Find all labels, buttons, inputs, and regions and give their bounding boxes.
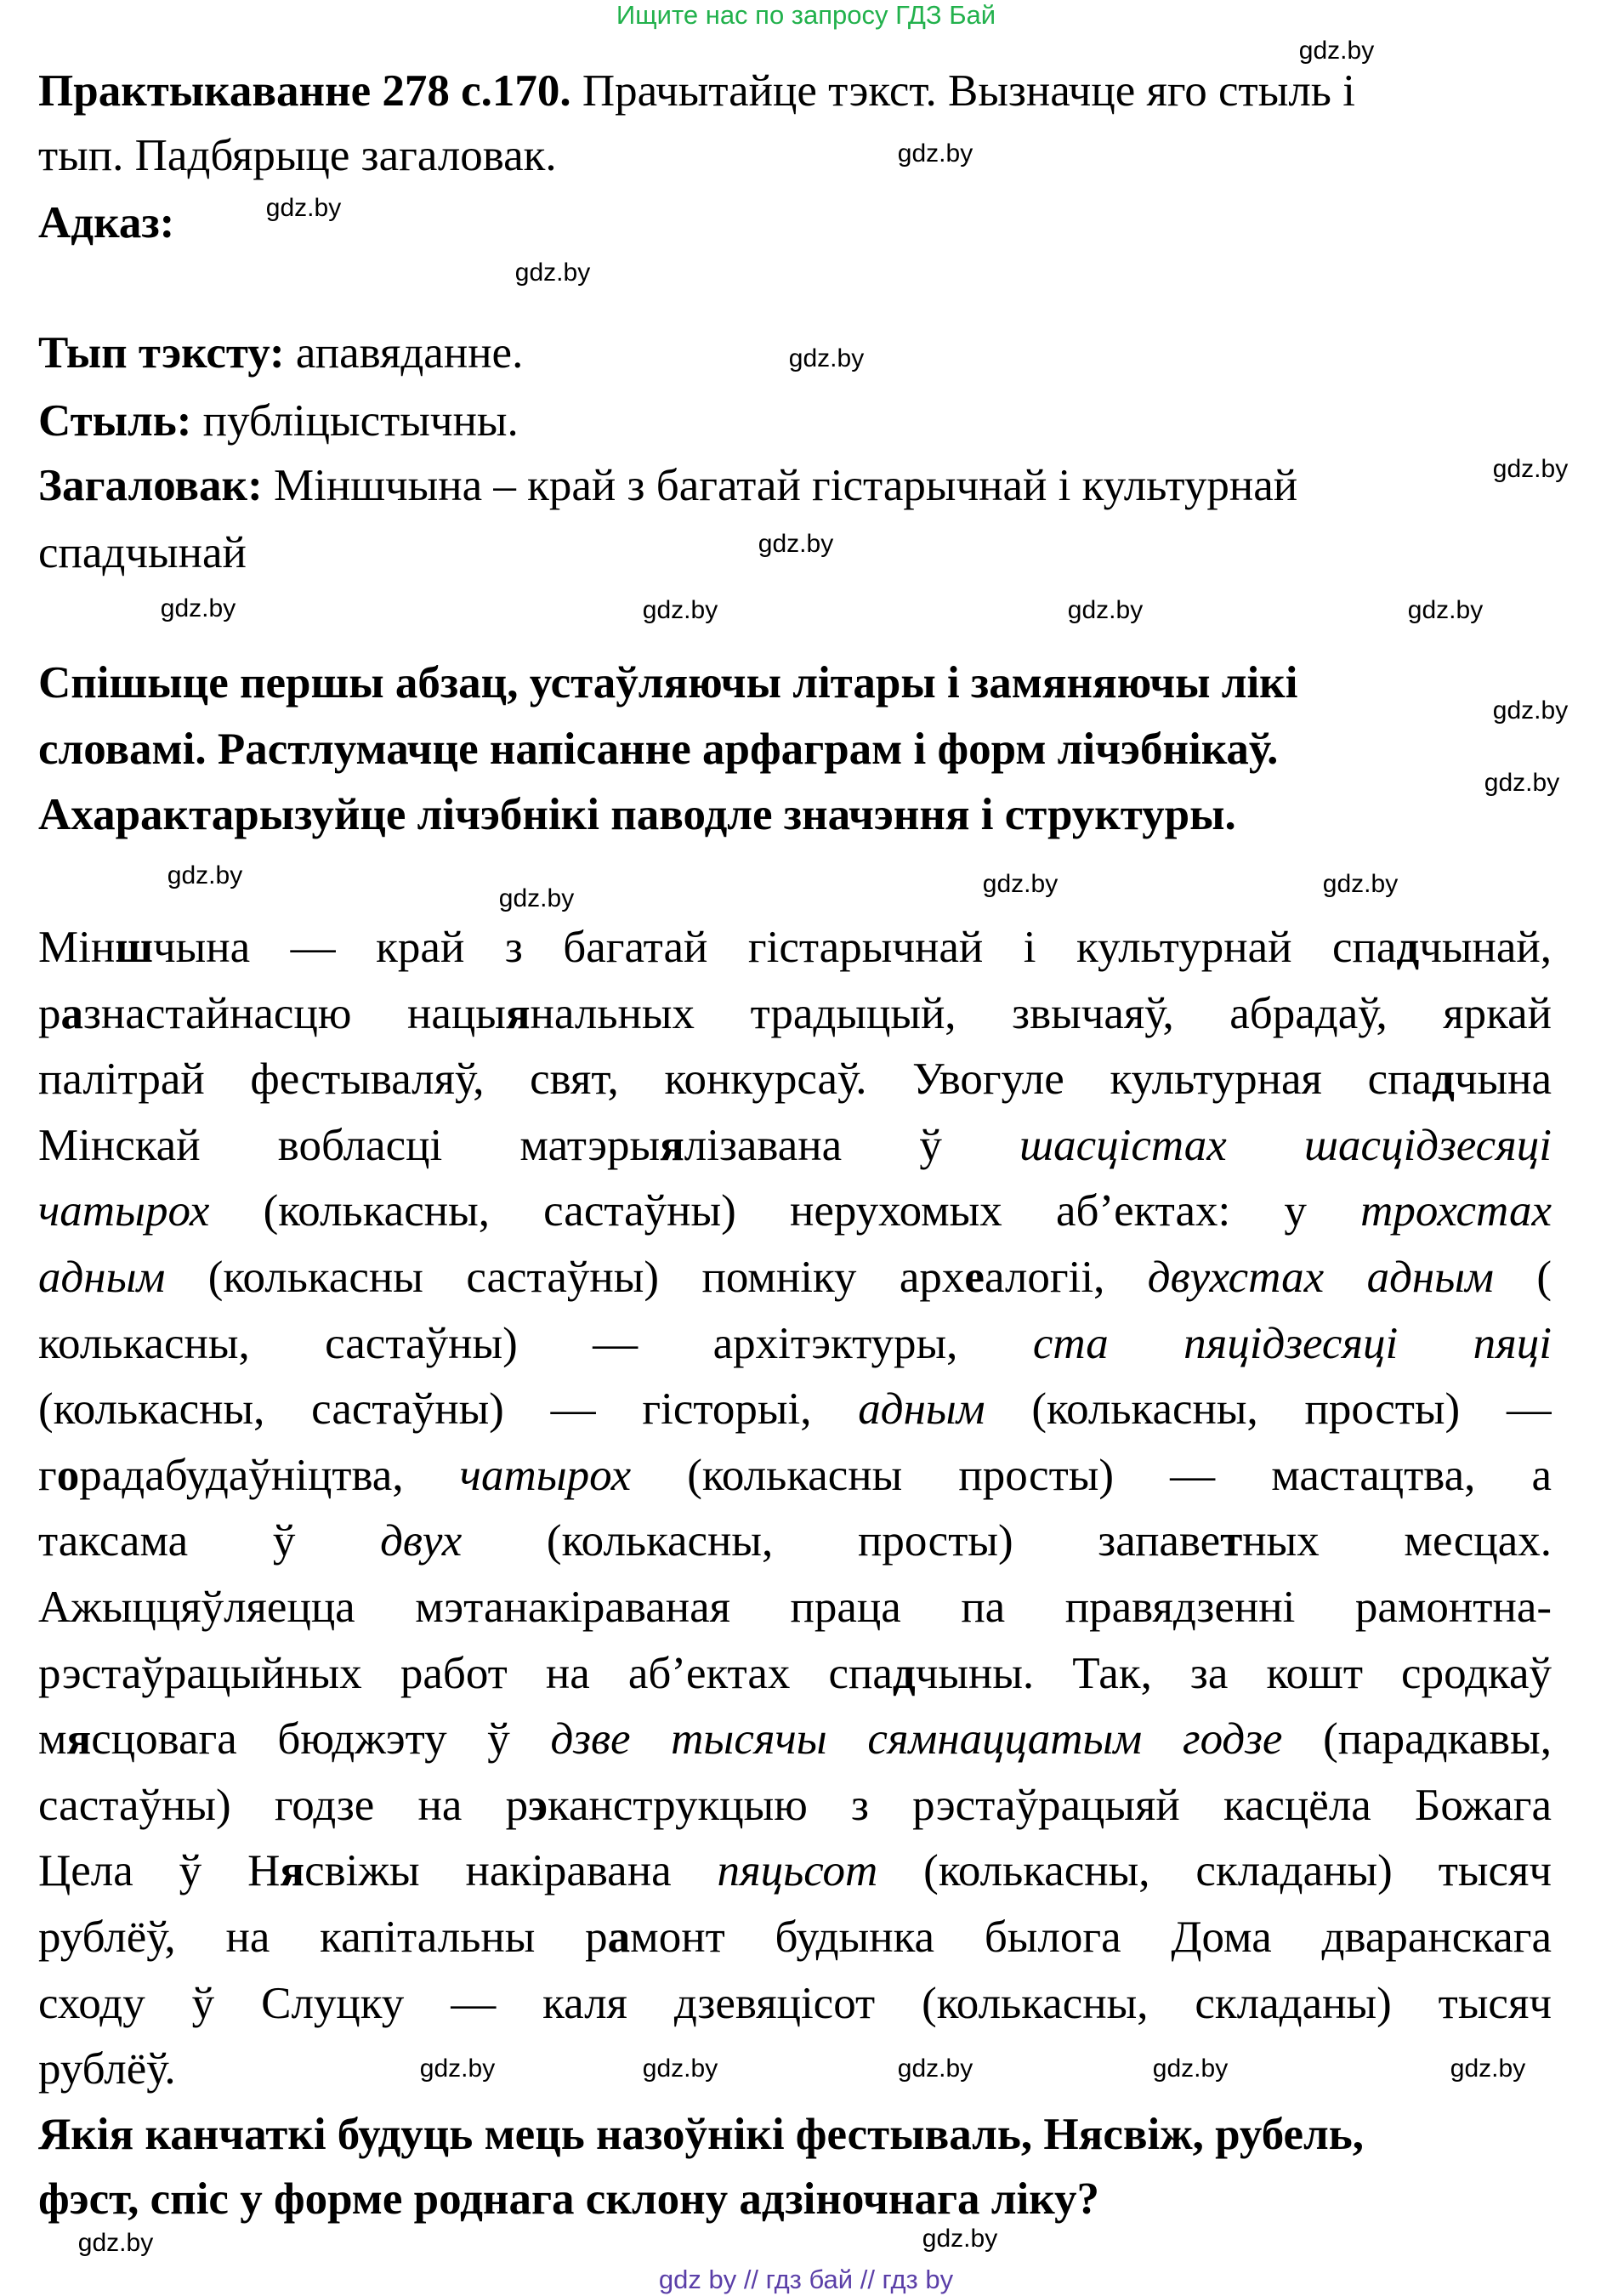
text: знастайнасцю нацы (83, 989, 506, 1038)
text: г (38, 1451, 57, 1500)
watermark: gdz.by (265, 194, 342, 222)
watermark: gdz.by (1492, 455, 1569, 483)
footer-links[interactable]: gdz by // гдз бай // гдз by (658, 2265, 954, 2294)
question-line (38, 2174, 1552, 2225)
paragraph-line (38, 1845, 1552, 1896)
text: Ажыццяўляецца мэтанакіраваная праца па правядзенні рамонтна- (38, 1583, 1552, 1632)
text: ( (1493, 1253, 1552, 1302)
text: чынай, (1419, 923, 1552, 972)
heading-line (38, 460, 1552, 511)
heading-line (38, 130, 1552, 181)
italic-text: чатырох (459, 1451, 632, 1500)
text: (колькасны, састаўны) нерухомых аб’ектах: у (209, 1186, 1361, 1236)
text: апавяданне. (284, 328, 524, 378)
italic-text: адным (858, 1384, 985, 1434)
text: таксама ў (38, 1516, 381, 1566)
watermark: gdz.by (642, 2054, 718, 2083)
text: сходу ў Слуцку — каля дзевяцісот (колькасны, складаны) тысяч (38, 1979, 1552, 2028)
watermark: gdz.by (897, 139, 973, 168)
bold-text: а (607, 1912, 631, 1962)
bold-text: ш (115, 923, 153, 972)
watermark: gdz.by (1298, 37, 1375, 65)
italic-text: пяцьсот (717, 1846, 878, 1895)
text: ных месцах. (1242, 1516, 1552, 1566)
italic-text: двухстах адным (1147, 1253, 1494, 1302)
bold-text: я (505, 989, 531, 1038)
paragraph-line (38, 1780, 1552, 1831)
text: свіжы накіравана (304, 1846, 718, 1895)
paragraph-line (38, 1648, 1552, 1699)
text: р (38, 989, 61, 1038)
bold-text: Тып тэксту: (38, 328, 285, 378)
watermark: gdz.by (897, 2054, 973, 2083)
bold-text: е (964, 1253, 985, 1302)
text: (парадкавы, (1282, 1714, 1552, 1764)
bold-text: Якія канчаткі будуць мець назоўнікі фестываль, Нясвіж, рубель, (38, 2110, 1365, 2159)
bold-text: Стыль: (38, 396, 192, 446)
text: Мінскай вобласці матэры (38, 1121, 661, 1170)
watermark: gdz.by (1322, 870, 1399, 898)
watermark: gdz.by (167, 861, 243, 889)
paragraph-line (38, 1054, 1552, 1105)
watermark: gdz.by (1492, 696, 1569, 725)
bold-text: э (528, 1781, 548, 1830)
text: публіцыстычны. (191, 396, 519, 446)
bold-text: я (280, 1846, 305, 1895)
text: радабудаўніцтва, (79, 1451, 460, 1500)
paragraph-line (38, 1120, 1552, 1171)
paragraph-line (38, 1912, 1552, 1963)
italic-text: шасцістах шасцідзесяці (1019, 1121, 1552, 1170)
italic-text: адным (38, 1253, 166, 1302)
bold-text: фэст, спіс у форме роднага склону адзіночнага ліку? (38, 2174, 1100, 2224)
paragraph-line (38, 1515, 1552, 1566)
text: (колькасны, просты) запаве (462, 1516, 1221, 1566)
text: палітрай фестываляў, свят, конкурсаў. Увогуле культурная спа (38, 1054, 1433, 1104)
text: Прачытайце тэкст. Вызначце яго стыль і (570, 66, 1355, 116)
bold-text: я (660, 1121, 684, 1170)
bold-text: Спішыце першы абзац, устаўляючы літары і замяняючы лікі (38, 658, 1298, 708)
heading-line (38, 724, 1552, 775)
paragraph-line (38, 988, 1552, 1039)
watermark: gdz.by (77, 2229, 154, 2257)
question-line (38, 2109, 1552, 2160)
text: монт будынка былога Дома дваранскага (630, 1912, 1552, 1962)
paragraph-line (38, 1384, 1552, 1435)
text: рэстаўрацыйных работ на аб’ектах спа (38, 1649, 893, 1698)
paragraph-line (38, 1252, 1552, 1303)
watermark: gdz.by (498, 884, 575, 912)
paragraph-line (38, 1978, 1552, 2029)
text: канструкцыю з рэстаўрацыяй касцёла Божага (548, 1781, 1552, 1830)
text: Цела ў Н (38, 1846, 281, 1895)
bold-text: Практыкаванне 278 с.170. (38, 66, 571, 116)
watermark: gdz.by (922, 2225, 998, 2253)
text: алогіі, (984, 1253, 1148, 1302)
bold-text: словамі. Растлумачце напісанне арфаграм і форм лічэбнікаў. (38, 725, 1279, 774)
text: чыны. Так, за кошт сродкаў (915, 1649, 1552, 1698)
text: колькасны, састаўны) — архітэктуры, (38, 1319, 1033, 1368)
paragraph-line (38, 1713, 1552, 1765)
heading-line (38, 789, 1552, 840)
bold-text: т (1220, 1516, 1243, 1566)
paragraph-line (38, 922, 1552, 973)
paragraph-line (38, 2043, 1552, 2094)
search-hint-banner: Ищите нас по запросу ГДЗ Бай (616, 0, 996, 30)
bold-text: я (66, 1714, 92, 1764)
watermark: gdz.by (419, 2054, 496, 2083)
text: Міншчына – край з багатай гістарычнай і культурнай (262, 461, 1298, 510)
heading-line (38, 395, 1552, 446)
text: (колькасны, просты) — (985, 1384, 1552, 1434)
bold-text: д (1396, 923, 1420, 972)
watermark: gdz.by (1152, 2054, 1229, 2083)
text: м (38, 1714, 67, 1764)
watermark: gdz.by (1484, 769, 1560, 797)
italic-text: ста пяцідзесяці пяці (1032, 1319, 1552, 1368)
text: тып. Падбярыце загаловак. (38, 131, 557, 180)
text: састаўны) годзе на р (38, 1781, 529, 1830)
bold-text: Адказ: (38, 198, 175, 247)
text: (колькасны, складаны) тысяч (877, 1846, 1552, 1895)
paragraph-line (38, 1450, 1552, 1501)
text: чына — край з багатай гістарычнай і культурнай спа (152, 923, 1397, 972)
bold-text: д (892, 1649, 916, 1698)
bold-text: Ахарактарызуйце лічэбнікі паводле значэння і структуры. (38, 790, 1236, 839)
text: рублёў. (38, 2044, 176, 2094)
paragraph-line (38, 1318, 1552, 1369)
watermark: gdz.by (1407, 596, 1484, 624)
text: спадчынай (38, 528, 247, 577)
heading-line (38, 65, 1552, 117)
heading-line (38, 657, 1552, 708)
italic-text: трохстах (1360, 1186, 1552, 1236)
text: (колькасны просты) — мастацтва, а (631, 1451, 1552, 1500)
text: рублёў, на капітальны р (38, 1912, 608, 1962)
text: лізавана ў (684, 1121, 1020, 1170)
paragraph-line (38, 1582, 1552, 1633)
text: сцовага бюджэту ў (91, 1714, 551, 1764)
bold-text: о (56, 1451, 80, 1500)
watermark: gdz.by (160, 594, 236, 622)
watermark: gdz.by (758, 530, 834, 558)
watermark: gdz.by (1450, 2054, 1526, 2083)
text: нальных традыцый, звычаяў, абрадаў, яркай (530, 989, 1552, 1038)
italic-text: двух (380, 1516, 463, 1566)
bold-text: а (60, 989, 83, 1038)
text: чына (1454, 1054, 1552, 1104)
paragraph-line (38, 1185, 1552, 1236)
watermark: gdz.by (1067, 596, 1144, 624)
text: Мін (38, 923, 116, 972)
watermark: gdz.by (514, 259, 591, 287)
bold-text: д (1432, 1054, 1455, 1104)
text: (колькасны састаўны) помніку арх (165, 1253, 965, 1302)
watermark: gdz.by (982, 870, 1059, 898)
italic-text: дзве тысячы сямнаццатым годзе (550, 1714, 1283, 1764)
watermark: gdz.by (642, 596, 718, 624)
bold-text: Загаловак: (38, 461, 263, 510)
italic-text: чатырох (38, 1186, 210, 1236)
watermark: gdz.by (788, 344, 865, 372)
text: (колькасны, састаўны) — гісторыі, (38, 1384, 859, 1434)
